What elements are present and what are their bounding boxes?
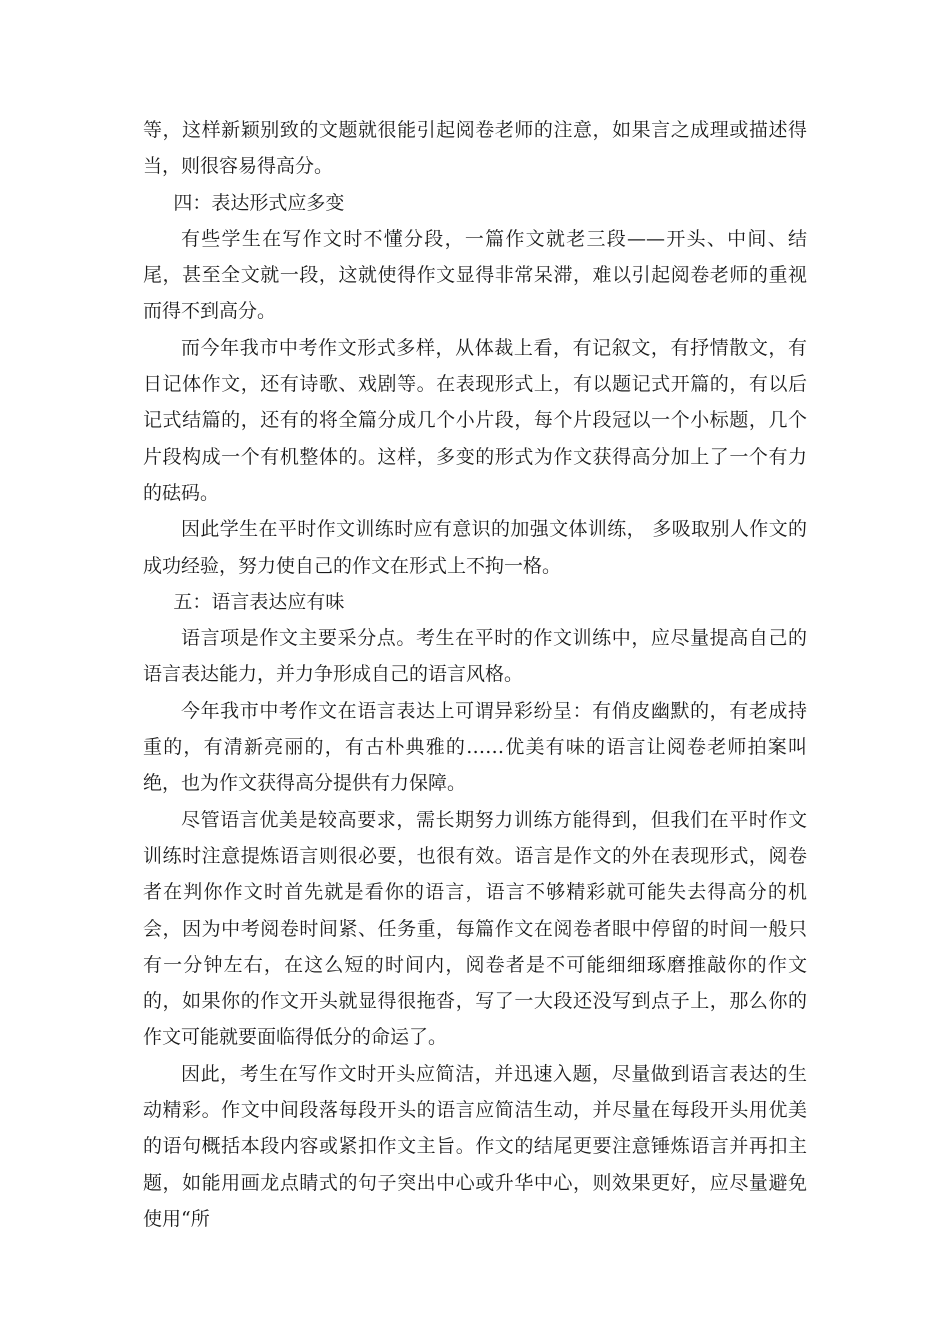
- document-page: [143, 112, 807, 1237]
- paragraph: 而今年我市中考作文形式多样，从体裁上看，有记叙文，有抒情散文，有日记体作文，还有诗歌、戏剧等。在表现形式上，有以题记式开篇的，有以后记式结篇的，还有的将全篇分成几个小片段，每个片段冠以一个小标题，几个片段构成一个有机整体的。这样，多变的形式为作文获得高分加上了一个有力的砝码。: [143, 336, 807, 504]
- paragraph: 因此学生在平时作文训练时应有意识的加强文体训练， 多吸取别人作文的成功经验，努力使自己的作文在形式上不拘一格。: [143, 518, 807, 577]
- paragraph: 因此，考生在写作文时开头应简洁，并迅速入题，尽量做到语言表达的生动精彩。作文中间段落每段开头的语言应简洁生动，并尽量在每段开头用优美的语句概括本段内容或紧扣作文主旨。作文的结尾更要注意锤炼语言并再扣主题，如能用画龙点睛式的句子突出中心或升华中心，则效果更好，应尽量避免使用“所: [143, 1062, 807, 1230]
- section-heading-4: 四：表达形式应多变: [173, 191, 345, 214]
- paragraph: 今年我市中考作文在语言表达上可谓异彩纷呈：有俏皮幽默的，有老成持重的，有清新亮丽的，有古朴典雅的……优美有味的语言让阅卷老师拍案叫绝，也为作文获得高分提供有力保障。: [143, 699, 807, 795]
- section-heading-5: 五：语言表达应有味: [173, 590, 345, 613]
- paragraph: 尽管语言优美是较高要求，需长期努力训练方能得到，但我们在平时作文训练时注意提炼语言则很必要，也很有效。语言是作文的外在表现形式，阅卷者在判你作文时首先就是看你的语言，语言不够精彩就可能失去得高分的机会，因为中考阅卷时间紧、任务重，每篇作文在阅卷者眼中停留的时间一般只有一分钟左右，在这么短的时间内，阅卷者是不可能细细琢磨推敲你的作文的，如果你的作文开头就显得很拖沓，写了一大段还没写到点子上，那么你的作文可能就要面临得低分的命运了。: [143, 808, 807, 1049]
- paragraph: 语言项是作文主要采分点。考生在平时的作文训练中，应尽量提高自己的语言表达能力，并力争形成自己的语言风格。: [143, 627, 807, 686]
- paragraph-continuation: 等，这样新颖别致的文题就很能引起阅卷老师的注意，如果言之成理或描述得当，则很容易得高分。: [143, 119, 807, 178]
- paragraph: 有些学生在写作文时不懂分段，一篇作文就老三段——开头、中间、结尾，甚至全文就一段，这就使得作文显得非常呆滞，难以引起阅卷老师的重视而得不到高分。: [143, 227, 807, 323]
